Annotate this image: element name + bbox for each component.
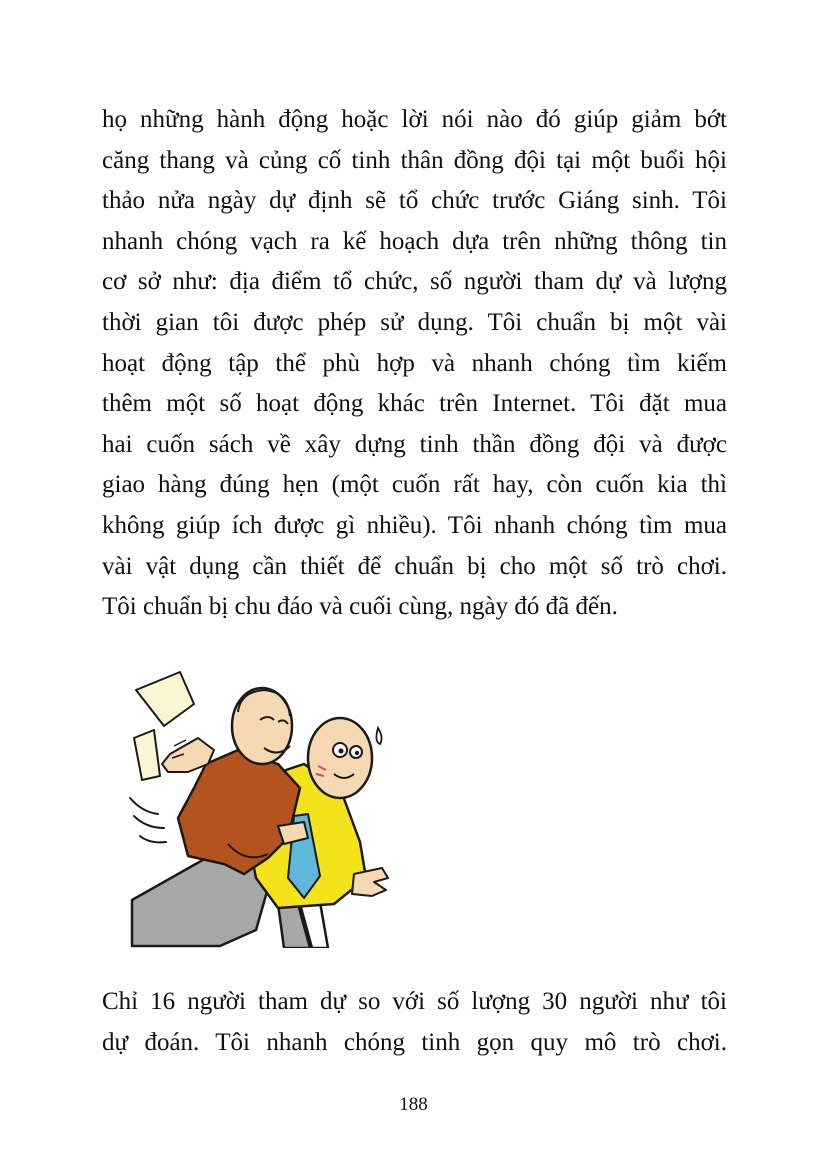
text-line: Tôi chuẩn bị chu đáo và cuối cùng, ngày đó đã đến. <box>102 593 618 621</box>
cartoon-two-men-hugging-illustration <box>128 668 393 948</box>
text-line: không giúp ích được gì nhiều). Tôi nhanh chóng tìm mua <box>102 511 727 539</box>
text-line: thời gian tôi được phép sử dụng. Tôi chuẩn bị một vài <box>102 308 727 336</box>
text-line: thêm một số hoạt động khác trên Internet. Tôi đặt mua <box>102 390 727 418</box>
sweat-drop-icon <box>376 728 381 744</box>
text-line: vài vật dụng cần thiết để chuẩn bị cho một số trò chơi. <box>102 552 727 580</box>
text-line: hai cuốn sách về xây dựng tinh thần đồng đội và được <box>102 430 727 458</box>
text-line: thảo nửa ngày dự định sẽ tổ chức trước Giáng sinh. Tôi <box>102 187 727 215</box>
body-paragraph-1 <box>102 100 727 628</box>
text-line: dự đoán. Tôi nhanh chóng tinh gọn quy mô trò chơi. <box>102 1028 727 1056</box>
paper-sheet-icon <box>136 672 194 726</box>
text-line: Chỉ 16 người tham dự so với số lượng 30 người như tôi <box>102 988 727 1015</box>
text-line: cơ sở như: địa điểm tổ chức, số người tham dự và lượng <box>102 268 727 296</box>
text-line: hoạt động tập thể phù hợp và nhanh chóng tìm kiếm <box>102 349 727 377</box>
text-line: căng thang và củng cố tinh thân đồng đội tại một buổi hội <box>102 146 727 174</box>
text-line: nhanh chóng vạch ra kế hoạch dựa trên những thông tin <box>102 227 727 255</box>
motion-lines-icon <box>130 798 166 842</box>
text-line: họ những hành động hoặc lời nói nào đó giúp giảm bớt <box>102 106 727 133</box>
page-number: 188 <box>399 1094 428 1115</box>
paper-sheet-icon <box>134 730 160 780</box>
text-line: giao hàng đúng hẹn (một cuốn rất hay, còn cuốn kia thì <box>102 471 727 499</box>
body-paragraph-2 <box>102 982 727 1063</box>
